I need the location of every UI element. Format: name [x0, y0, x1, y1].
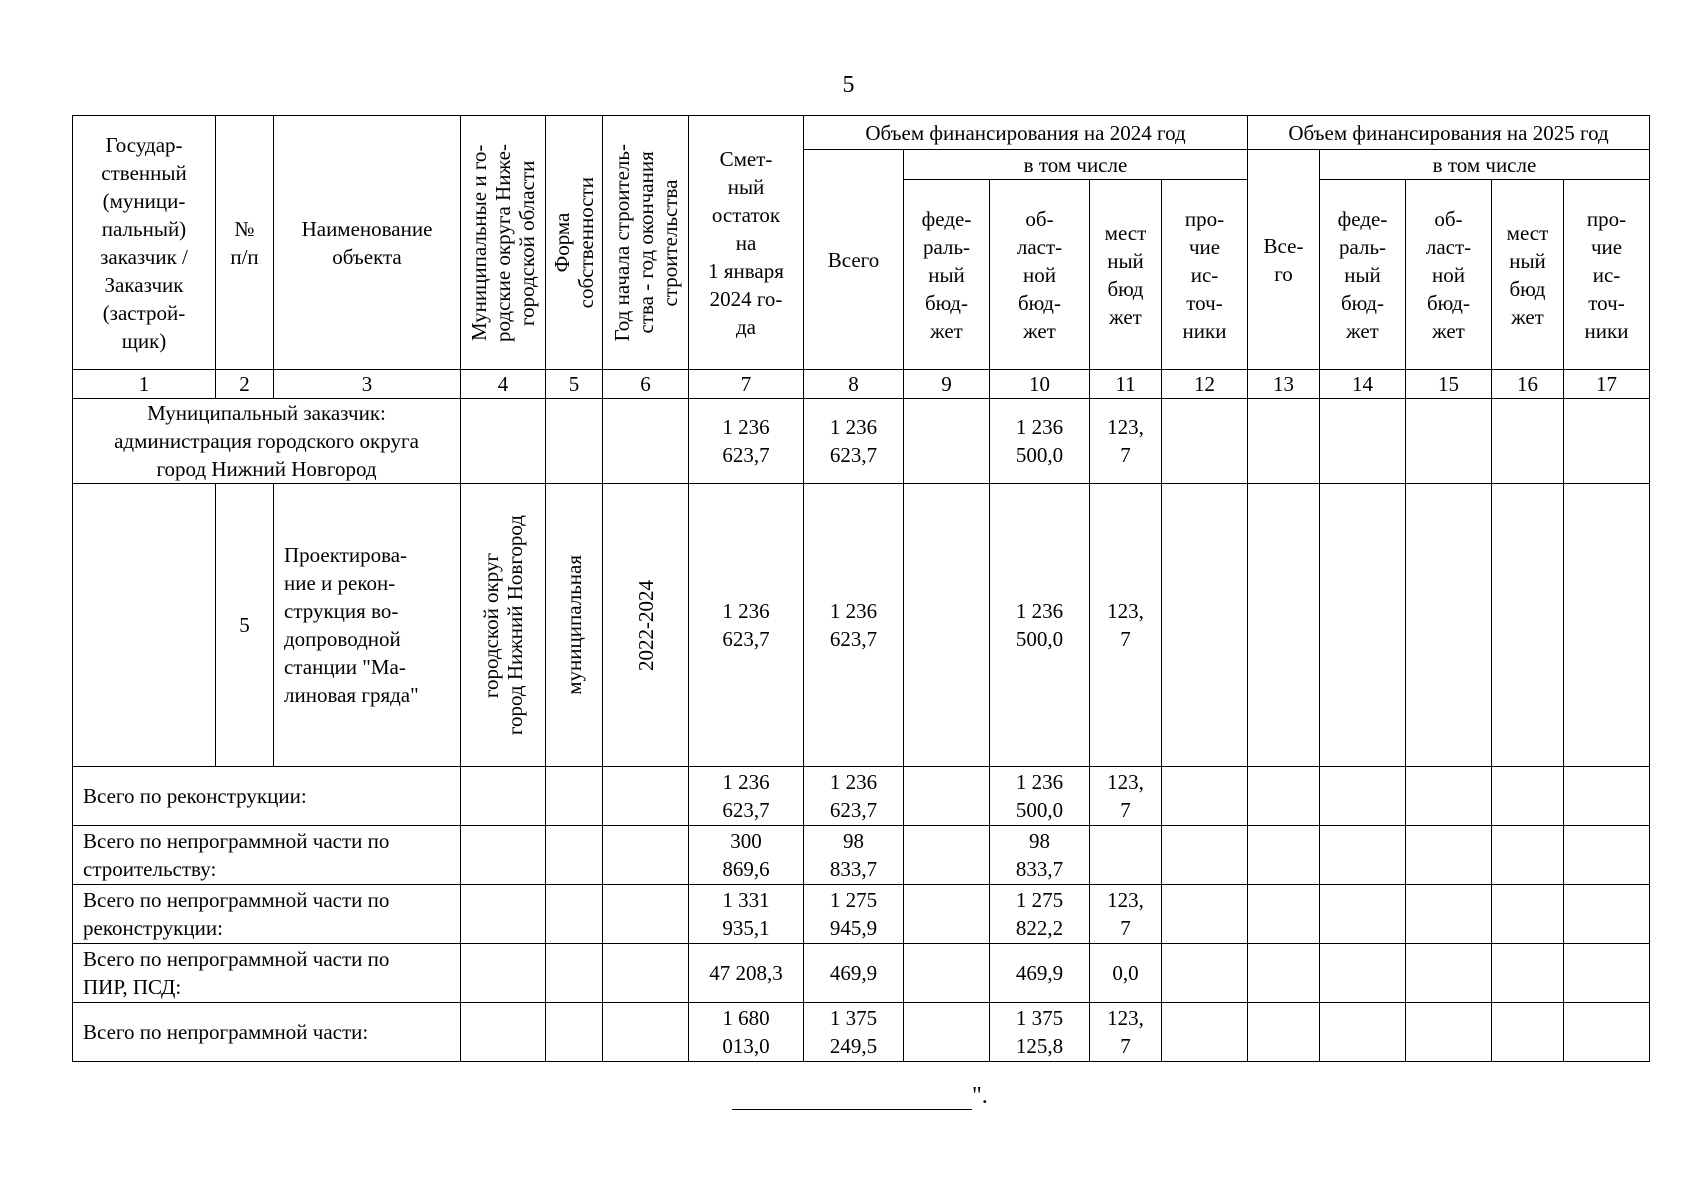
total-local-2024: 123, 7: [1090, 767, 1162, 826]
header-row-1: [73, 116, 1650, 150]
header-ownership: Форма собственности: [550, 176, 598, 309]
total-label: Всего по непрограммной части:: [73, 1003, 461, 1062]
column-number: 1: [73, 370, 216, 399]
column-number: 6: [603, 370, 689, 399]
header-local-2025: мест ный бюд жет: [1492, 180, 1564, 370]
total-2024: 1 275 945,9: [804, 885, 904, 944]
signature-underline: [732, 1083, 972, 1110]
object-estimate: 1 236 623,7: [689, 484, 804, 767]
header-federal-2025: феде- раль- ный бюд- жет: [1320, 180, 1406, 370]
column-number: 8: [804, 370, 904, 399]
column-number: 17: [1564, 370, 1650, 399]
header-years-cell: [603, 116, 689, 370]
total-regional-2024: 1 375 125,8: [990, 1003, 1090, 1062]
customer-label: Муниципальный заказчик: администрация городского округа город Нижний Новгород: [73, 399, 461, 484]
header-incl-2024: в том числе: [904, 150, 1248, 180]
customer-local-2024: 123, 7: [1090, 399, 1162, 484]
column-number: 7: [689, 370, 804, 399]
column-number: 2: [216, 370, 274, 399]
header-regional-2025: об- ласт- ной бюд- жет: [1406, 180, 1492, 370]
header-district: Муниципальные и го- родские округа Ниже- городской области: [467, 143, 539, 342]
total-estimate: 47 208,3: [689, 944, 804, 1003]
object-years: 2022-2024: [633, 579, 658, 671]
customer-total-2024: 1 236 623,7: [804, 399, 904, 484]
header-incl-2025: в том числе: [1320, 150, 1650, 180]
total-2024: 469,9: [804, 944, 904, 1003]
total-local-2024: 123, 7: [1090, 1003, 1162, 1062]
total-2024: 1 236 623,7: [804, 767, 904, 826]
header-total-2024: Всего: [804, 150, 904, 370]
total-regional-2024: 1 275 822,2: [990, 885, 1090, 944]
total-label: Всего по реконструкции:: [73, 767, 461, 826]
header-customer: Государ- ственный (муници- пальный) заказчик / Заказчик (застрой- щик): [73, 116, 216, 370]
total-estimate: 1 680 013,0: [689, 1003, 804, 1062]
object-district-cell: [461, 484, 546, 767]
column-number: 15: [1406, 370, 1492, 399]
total-local-2024: 0,0: [1090, 944, 1162, 1003]
total-row: [73, 767, 1650, 826]
column-number: 12: [1162, 370, 1248, 399]
total-row: [73, 826, 1650, 885]
customer-row: [73, 399, 1650, 484]
column-number: 11: [1090, 370, 1162, 399]
object-ownership: муниципальная: [562, 555, 586, 695]
header-object-name: Наименование объекта: [274, 116, 461, 370]
total-row: [73, 1003, 1650, 1062]
customer-regional-2024: 1 236 500,0: [990, 399, 1090, 484]
header-estimate-balance: Смет- ный остаток на 1 января 2024 го- да: [689, 116, 804, 370]
object-name: Проектирова- ние и рекон- струкция во- допроводной станции "Ма- линовая гряда": [274, 484, 461, 767]
object-total-2024: 1 236 623,7: [804, 484, 904, 767]
financing-table: [72, 115, 1650, 1062]
total-regional-2024: 469,9: [990, 944, 1090, 1003]
header-federal-2024: феде- раль- ный бюд- жет: [904, 180, 990, 370]
object-ownership-cell: [546, 484, 603, 767]
page-number: 5: [842, 72, 855, 98]
column-number: 14: [1320, 370, 1406, 399]
total-label: Всего по непрограммной части по ПИР, ПСД:: [73, 944, 461, 1003]
header-years: Год начала строитель- ства - год окончания строительства: [609, 143, 682, 342]
column-number: 5: [546, 370, 603, 399]
customer-estimate: 1 236 623,7: [689, 399, 804, 484]
total-label: Всего по непрограммной части по строительству:: [73, 826, 461, 885]
total-2024: 1 375 249,5: [804, 1003, 904, 1062]
header-regional-2024: об- ласт- ной бюд- жет: [990, 180, 1090, 370]
total-label: Всего по непрограммной части по реконструкции:: [73, 885, 461, 944]
object-local-2024: 123, 7: [1090, 484, 1162, 767]
column-number: 9: [904, 370, 990, 399]
header-other-2024: про- чие ис- точ- ники: [1162, 180, 1248, 370]
header-local-2024: мест ный бюд жет: [1090, 180, 1162, 370]
object-number: 5: [216, 484, 274, 767]
column-number: 16: [1492, 370, 1564, 399]
header-total-2025: Все- го: [1248, 150, 1320, 370]
total-regional-2024: 1 236 500,0: [990, 767, 1090, 826]
column-number: 3: [274, 370, 461, 399]
total-regional-2024: 98 833,7: [990, 826, 1090, 885]
column-number-row: [73, 370, 1650, 399]
header-other-2025: про- чие ис- точ- ники: [1564, 180, 1650, 370]
total-row: [73, 944, 1650, 1003]
header-group-2025: Объем финансирования на 2025 год: [1248, 116, 1650, 150]
header-ownership-cell: [546, 116, 603, 370]
object-district: городской округ город Нижний Новгород: [479, 514, 527, 736]
column-number: 13: [1248, 370, 1320, 399]
total-local-2024: [1090, 826, 1162, 885]
total-estimate: 300 869,6: [689, 826, 804, 885]
object-years-cell: [603, 484, 689, 767]
object-regional-2024: 1 236 500,0: [990, 484, 1090, 767]
total-estimate: 1 331 935,1: [689, 885, 804, 944]
total-row: [73, 885, 1650, 944]
header-district-cell: [461, 116, 546, 370]
column-number: 4: [461, 370, 546, 399]
column-number: 10: [990, 370, 1090, 399]
total-2024: 98 833,7: [804, 826, 904, 885]
object-row: [73, 484, 1650, 767]
header-group-2024: Объем финансирования на 2024 год: [804, 116, 1248, 150]
closing-quote-mark: ".: [972, 1083, 988, 1109]
closing-signature-line: [732, 1083, 988, 1110]
header-number: № п/п: [216, 116, 274, 370]
total-local-2024: 123, 7: [1090, 885, 1162, 944]
total-estimate: 1 236 623,7: [689, 767, 804, 826]
